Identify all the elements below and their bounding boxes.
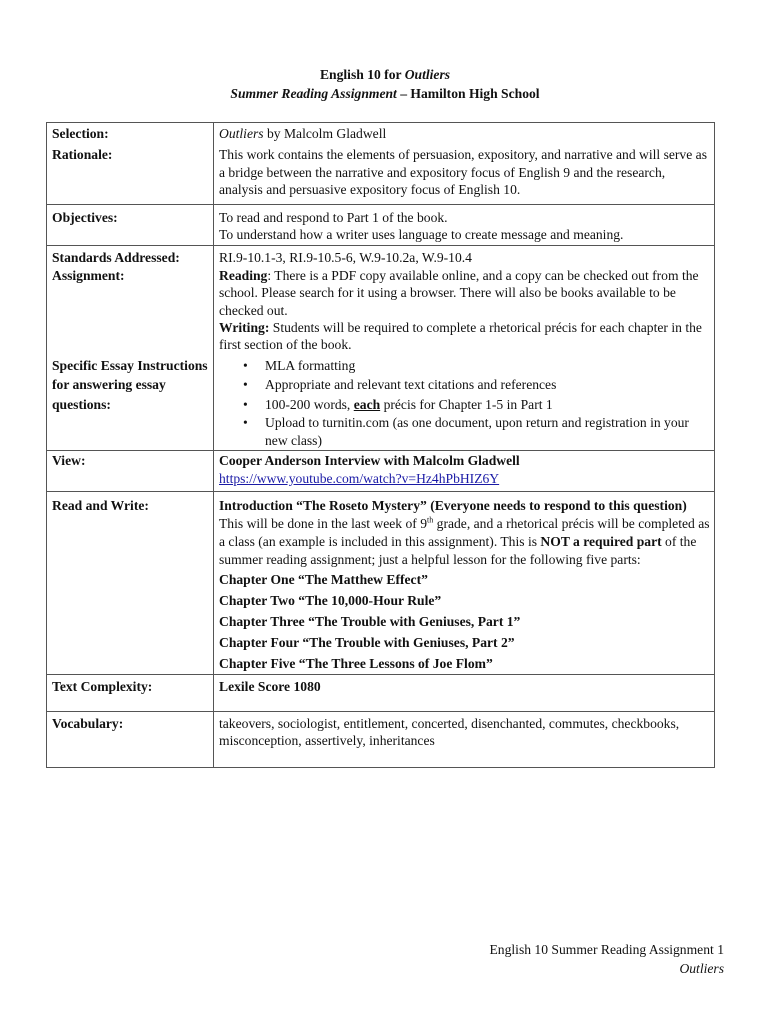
footer-book: Outliers xyxy=(679,961,724,976)
row-objectives xyxy=(47,204,715,246)
row-assignment xyxy=(47,267,715,354)
reading-label: Reading xyxy=(219,267,268,283)
view-video-link[interactable]: https://www.youtube.com/watch?v=Hz4hPbHIZ6Y xyxy=(219,470,500,486)
chapter-item: Chapter Two “The 10,000-Hour Rule” xyxy=(219,592,442,608)
vocabulary-list: takeovers, sociologist, entitlement, concerted, disenchanted, commutes, checkbooks, misconception, assertively, inheritances xyxy=(214,711,715,767)
reading-text: : There is a PDF copy available online, and a copy can be checked out from the school. Please search for it using a browser. There will also be books available to be checked out. xyxy=(219,267,699,318)
writing-text: Students will be required to complete a rhetorical précis for each chapter in the first section of the book. xyxy=(219,320,702,353)
label-rationale: Rationale: xyxy=(47,142,214,204)
row-rationale xyxy=(47,142,715,204)
assignment-table xyxy=(46,122,715,768)
writing-label: Writing: xyxy=(219,320,270,336)
label-objectives: Objectives: xyxy=(47,204,214,246)
chapter-item: Chapter Four “The Trouble with Geniuses, Part 2” xyxy=(219,634,515,650)
lexile-score: Lexile Score 1080 xyxy=(214,674,715,711)
objective-2: To understand how a writer uses language to create message and meaning. xyxy=(219,227,624,243)
standards-text: RI.9-10.1-3, RI.9-10.5-6, W.9-10.2a, W.9-10.4 xyxy=(214,246,715,267)
essay-bullet-mla: • MLA formatting xyxy=(265,356,710,376)
row-text-complexity xyxy=(47,674,715,711)
intro-description: This will be done in the last week of 9th grade, and a rhetorical précis will be completed as a class (an example is included in this assignment). This is NOT a required part of the summer reading assignment; just a helpful lesson for the following five parts: xyxy=(219,515,710,567)
read-write-value xyxy=(214,492,715,674)
objective-1: To read and respond to Part 1 of the book. xyxy=(219,209,448,225)
ordinal-suffix: th xyxy=(427,515,434,525)
assignment-value xyxy=(214,267,715,354)
row-standards xyxy=(47,246,715,267)
chapter-item: Chapter Five “The Three Lessons of Joe Flom” xyxy=(219,655,493,671)
label-vocabulary: Vocabulary: xyxy=(47,711,214,767)
subtitle-assignment: Summer Reading Assignment xyxy=(230,86,397,101)
each-emphasis: each xyxy=(353,396,381,412)
chapter-item: Chapter One “The Matthew Effect” xyxy=(219,571,428,587)
view-video-title: Cooper Anderson Interview with Malcolm Gladwell xyxy=(219,453,520,469)
objectives-value xyxy=(214,204,715,246)
label-view: View: xyxy=(47,451,214,492)
label-read-write: Read and Write: xyxy=(47,492,214,674)
essay-instructions xyxy=(214,354,715,451)
selection-book-title: Outliers xyxy=(219,126,264,141)
row-view xyxy=(47,451,715,492)
label-standards: Standards Addressed: xyxy=(47,246,214,267)
row-selection xyxy=(47,123,715,143)
selection-value xyxy=(214,123,715,143)
essay-bullet-wordcount: • 100-200 words, each précis for Chapter 1-5 in Part 1 xyxy=(265,395,710,415)
not-required-emphasis: NOT a required part xyxy=(540,533,662,549)
row-essay-instructions xyxy=(47,354,715,451)
rationale-text: This work contains the elements of persuasion, expository, and narrative and will serve as a bridge between the narrative and expository focus of English 9 and the research, analysis and persuasive expository focus of English 10. xyxy=(214,142,715,204)
assignment-reading xyxy=(219,267,710,319)
document-title: English 10 for Outliers xyxy=(319,67,451,82)
footer-course: English 10 Summer Reading Assignment 1 xyxy=(489,942,724,957)
selection-author: by Malcolm Gladwell xyxy=(263,126,387,141)
row-read-write xyxy=(47,492,715,674)
label-essay-instructions: Specific Essay Instructions for answering essay questions: xyxy=(47,354,214,451)
label-assignment: Assignment: xyxy=(47,267,214,354)
page-footer xyxy=(490,940,725,978)
assignment-writing xyxy=(219,319,710,354)
label-selection: Selection: xyxy=(47,123,214,143)
label-text-complexity: Text Complexity: xyxy=(47,674,214,711)
subtitle-school: – Hamilton High School xyxy=(396,86,540,101)
chapter-item: Chapter Three “The Trouble with Geniuses, Part 1” xyxy=(219,613,521,629)
essay-bullet-list xyxy=(219,356,710,451)
intro-heading: Introduction “The Roseto Mystery” (Everyone needs to respond to this question) xyxy=(219,498,687,514)
view-value xyxy=(214,451,715,492)
essay-bullet-citations: • Appropriate and relevant text citations and references xyxy=(265,375,710,395)
essay-bullet-upload: • Upload to turnitin.com (as one document, upon return and registration in your new class) xyxy=(265,414,710,450)
title-book-name: Outliers xyxy=(404,67,451,82)
row-vocabulary xyxy=(47,711,715,767)
document-subtitle xyxy=(0,84,770,103)
